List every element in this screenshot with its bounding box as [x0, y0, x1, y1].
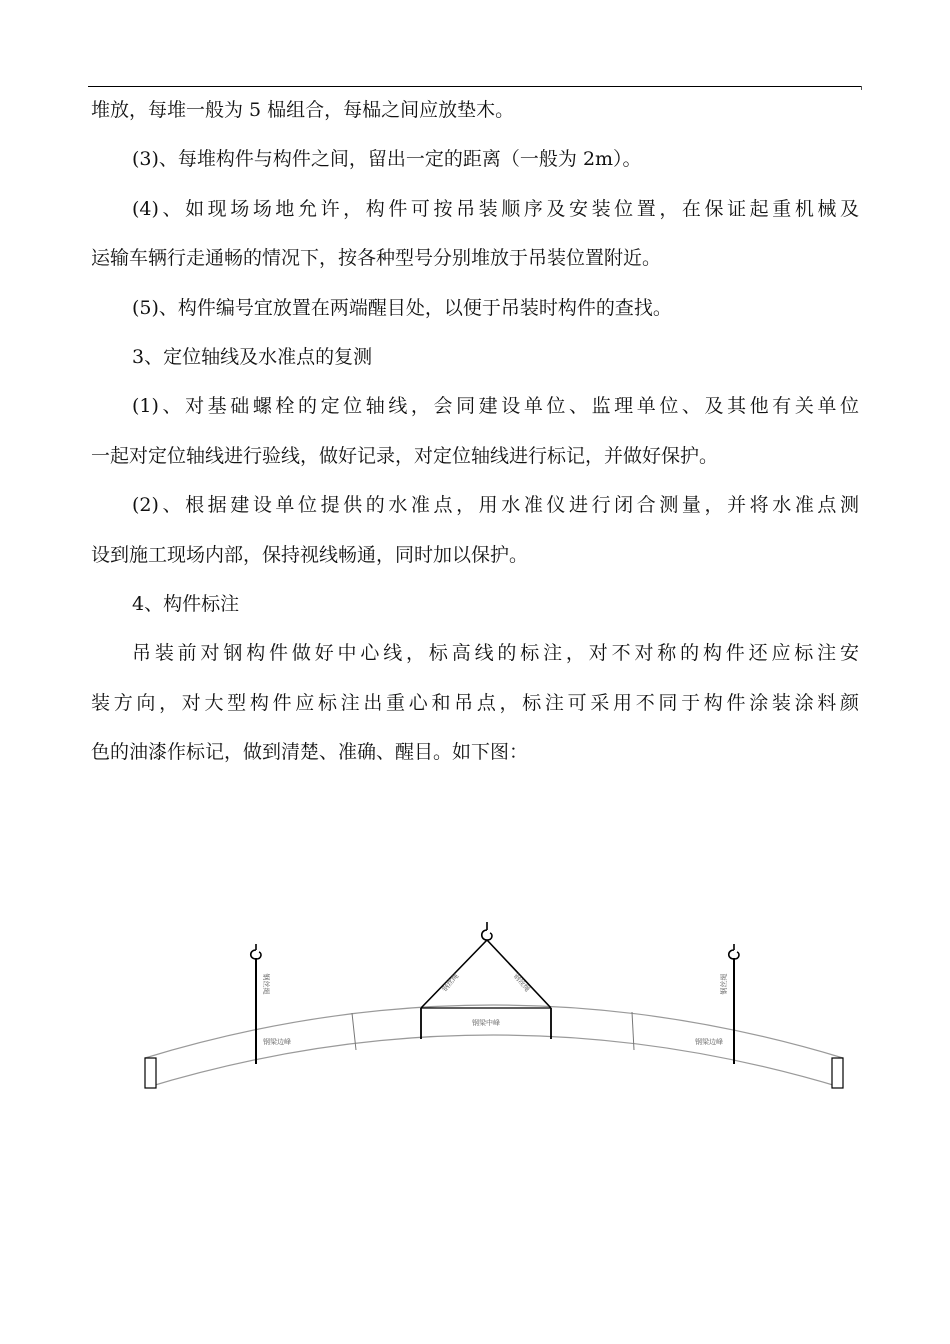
paragraph-line: (1)、对基础螺栓的定位轴线，会同建设单位、监理单位、及其他有关单位 [132, 395, 859, 418]
right-end-mark-label: 钢梁边峰 [695, 1038, 723, 1046]
marking-line-left [352, 1013, 356, 1050]
section-heading: 4、构件标注 [132, 592, 240, 615]
document-body [91, 86, 859, 777]
right-hook-icon [729, 944, 739, 959]
paragraph-line: 堆放，每堆一般为 5 榀组合，每榀之间应放垫木。 [91, 99, 515, 121]
beam-lifting-diagram [0, 900, 950, 1120]
paragraph-line: (4)、如现场场地允许，构件可按吊装顺序及安装位置，在保证起重机械及 [132, 197, 859, 220]
paragraph-line: (3)、每堆构件与构件之间，留出一定的距离（一般为 2m）。 [132, 148, 642, 171]
left-end-mark-label: 钢梁边峰 [263, 1038, 291, 1046]
paragraph-line: 装方向，对大型构件应标注出重心和吊点，标注可采用不同于构件涂装涂料颜 [91, 691, 859, 714]
beam-left-end-block [145, 1058, 156, 1088]
right-rope-label: 钢丝绳 [720, 973, 728, 995]
section-heading: 3、定位轴线及水准点的复测 [132, 345, 373, 368]
header-rule-tick [861, 86, 862, 90]
paragraph-line: 色的油漆作标记，做到清楚、准确、醒目。如下图： [91, 741, 529, 764]
left-hook-icon [251, 944, 261, 959]
paragraph-line: 运输车辆行走通畅的情况下，按各种型号分别堆放于吊装位置附近。 [91, 247, 662, 270]
beam-right-end-block [832, 1058, 843, 1088]
center-mark-label: 钢梁中峰 [472, 1019, 500, 1027]
paragraph-line: (2)、根据建设单位提供的水准点，用水准仪进行闭合测量，并将水准点测 [132, 494, 859, 517]
beam-top-edge [145, 1005, 843, 1058]
left-sling-label: 钢丝绳 [440, 972, 461, 994]
paragraph-line: 设到施工现场内部，保持视线畅通，同时加以保护。 [91, 543, 529, 566]
marking-line-right [632, 1012, 634, 1050]
right-sling-label: 钢丝绳 [511, 972, 532, 994]
paragraph-line: (5)、构件编号宜放置在两端醒目处，以便于吊装时构件的查找。 [132, 296, 672, 319]
left-rope-label: 钢丝绳 [262, 973, 270, 995]
paragraph-line: 一起对定位轴线进行验线，做好记录，对定位轴线进行标记，并做好保护。 [91, 444, 719, 467]
beam-bottom-edge [145, 1035, 843, 1088]
center-hook-icon [482, 922, 492, 940]
paragraph-line: 吊装前对钢构件做好中心线，标高线的标注，对不对称的构件还应标注安 [132, 642, 859, 665]
